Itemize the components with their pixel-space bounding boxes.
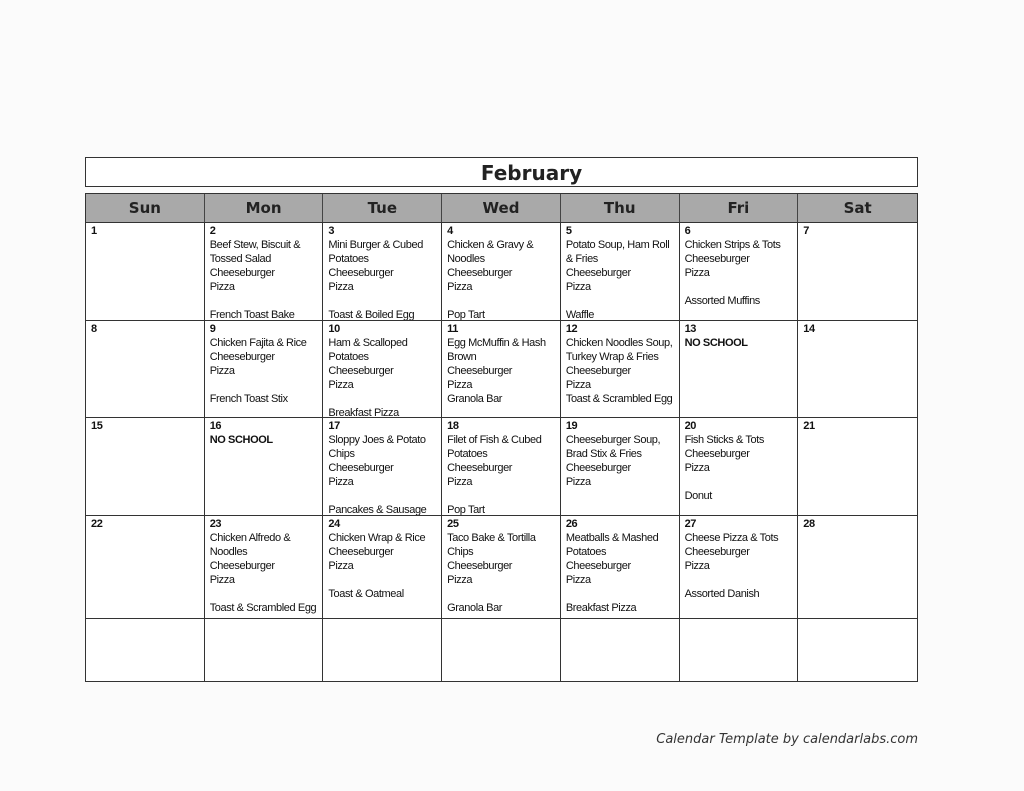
menu-item: Chips [447, 546, 474, 558]
menu-item: Toast & Oatmeal [328, 588, 404, 600]
day-cell [680, 619, 799, 681]
menu-item: Filet of Fish & Cubed [447, 434, 542, 446]
menu-item [328, 489, 436, 503]
day-number: 8 [91, 323, 97, 335]
menu-item: Cheeseburger [447, 560, 513, 572]
day-cell [86, 418, 205, 516]
day-number: 20 [684, 420, 696, 432]
day-cell [442, 223, 561, 321]
menu-item: Pizza [447, 281, 473, 293]
day-cell [561, 321, 680, 418]
calendar-grid [85, 222, 918, 682]
day-cell [442, 516, 561, 619]
menu-item: Pizza [447, 379, 473, 391]
day-cell [323, 516, 442, 619]
day-cell [86, 619, 205, 681]
menu-item [566, 587, 674, 601]
menu-item: Pizza [565, 574, 591, 586]
menu-item: Cheeseburger [565, 267, 631, 279]
menu-item: Assorted Muffins [684, 295, 760, 307]
menu-item: Cheeseburger [209, 351, 275, 363]
menu-item: Pizza [447, 574, 473, 586]
day-cell [205, 619, 324, 681]
menu-item: Cheeseburger [328, 365, 394, 377]
menu-item [328, 573, 436, 587]
day-number: 27 [684, 518, 696, 530]
menu-item: Brad Stix & Fries [565, 448, 642, 460]
menu-item: Pizza [328, 281, 354, 293]
menu-item: Chicken Noodles Soup, [565, 337, 673, 349]
menu-item: Toast & Scrambled Egg [209, 602, 317, 614]
day-cell [680, 516, 799, 619]
menu-item: Granola Bar [447, 602, 503, 614]
menu-item: Pizza [565, 379, 591, 391]
weekday-sat: Sat [798, 194, 917, 222]
day-cell [561, 223, 680, 321]
menu-item: Toast & Boiled Egg [328, 309, 415, 321]
day-number: 10 [328, 323, 340, 335]
menu-item: Beef Stew, Biscuit & [209, 239, 301, 251]
day-cell [680, 418, 799, 516]
menu-item: Potato Soup, Ham Roll [565, 239, 670, 251]
menu-item: Donut [684, 490, 712, 502]
footer-credit: Calendar Template by calendarlabs.com [656, 732, 918, 747]
menu-item: Granola Bar [447, 393, 503, 405]
menu-item: Pizza [684, 462, 710, 474]
menu-item: Cheeseburger [565, 560, 631, 572]
menu-item: French Toast Stix [209, 393, 288, 405]
menu-item: Egg McMuffin & Hash [447, 337, 546, 349]
menu-item: Cheeseburger [565, 365, 631, 377]
day-number: 25 [447, 518, 459, 530]
menu-item [328, 294, 436, 308]
menu-item: Pizza [684, 560, 710, 572]
weekday-header [85, 193, 918, 222]
day-cell [205, 321, 324, 418]
day-number: 5 [565, 225, 572, 237]
day-number: 19 [565, 420, 578, 432]
day-cell [798, 619, 917, 681]
menu-item [685, 280, 793, 294]
day-cell [86, 516, 205, 619]
menu-item: Fish Sticks & Tots [684, 434, 764, 446]
menu-item: Chicken Strips & Tots [684, 239, 781, 251]
day-cell [205, 223, 324, 321]
day-number: 13 [684, 323, 696, 335]
menu-item: Brown [447, 351, 477, 363]
day-cell [798, 418, 917, 516]
menu-item [210, 378, 318, 392]
menu-item: Chicken Alfredo & [209, 532, 291, 544]
menu-item: Tossed Salad [209, 253, 271, 265]
day-cell [798, 321, 917, 418]
day-cell [442, 321, 561, 418]
day-number: 18 [447, 420, 459, 432]
menu-item: Pop Tart [447, 504, 485, 516]
day-number: 23 [209, 518, 222, 530]
menu-item: Cheeseburger [328, 267, 394, 279]
menu-item: French Toast Bake [209, 309, 295, 321]
menu-item: Pizza [328, 379, 354, 391]
weekday-tue: Tue [323, 194, 442, 222]
day-number: 22 [91, 518, 103, 530]
menu-item [447, 587, 555, 601]
day-number: 14 [803, 323, 815, 335]
day-number: 2 [209, 225, 216, 237]
menu-item: Pizza [209, 365, 235, 377]
day-cell [86, 223, 205, 321]
menu-item: Sloppy Joes & Potato [328, 434, 426, 446]
day-cell [442, 418, 561, 516]
menu-item: NO SCHOOL [209, 434, 273, 446]
menu-item: & Fries [565, 253, 598, 265]
menu-item: Breakfast Pizza [328, 407, 399, 418]
day-number: 17 [328, 420, 340, 432]
menu-item: Potatoes [565, 546, 607, 558]
weekday-sun: Sun [86, 194, 205, 222]
menu-item: Chips [328, 448, 355, 460]
menu-item: Ham & Scalloped [328, 337, 408, 349]
menu-item: Mini Burger & Cubed [328, 239, 423, 251]
day-cell [561, 418, 680, 516]
day-number: 28 [803, 518, 815, 530]
day-number: 11 [447, 323, 458, 335]
weekday-fri: Fri [680, 194, 799, 222]
day-number: 16 [209, 420, 222, 432]
menu-item: Meatballs & Mashed [565, 532, 659, 544]
day-number: 3 [328, 225, 335, 237]
day-cell [561, 516, 680, 619]
day-cell [205, 516, 324, 619]
menu-item: Noodles [447, 253, 485, 265]
menu-item: Pancakes & Sausage [328, 504, 427, 516]
menu-item: Taco Bake & Tortilla [447, 532, 536, 544]
day-number: 21 [803, 420, 815, 432]
menu-item: Cheeseburger [209, 560, 275, 572]
menu-item: Chicken Wrap & Rice [328, 532, 426, 544]
day-cell [680, 223, 799, 321]
menu-item: Waffle [565, 309, 595, 321]
menu-item: Pizza [447, 476, 473, 488]
day-number: 12 [565, 323, 578, 335]
day-number: 6 [684, 225, 691, 237]
menu-item: Cheeseburger [565, 462, 631, 474]
menu-item: Cheeseburger Soup, [565, 434, 661, 446]
day-cell [323, 619, 442, 681]
day-cell [798, 223, 917, 321]
menu-item: Pizza [684, 267, 710, 279]
menu-item: Chicken Fajita & Rice [209, 337, 307, 349]
menu-item: Pizza [565, 476, 591, 488]
menu-item: Pizza [565, 281, 591, 293]
month-title: February [85, 157, 918, 187]
menu-item: Assorted Danish [684, 588, 760, 600]
menu-item: Potatoes [447, 448, 488, 460]
menu-item: Pizza [209, 574, 235, 586]
menu-item: Cheeseburger [447, 462, 513, 474]
menu-item: Pizza [328, 476, 354, 488]
menu-item: Cheeseburger [684, 448, 750, 460]
weekday-thu: Thu [561, 194, 680, 222]
menu-item: Pop Tart [447, 309, 485, 321]
weekday-wed: Wed [442, 194, 561, 222]
day-number: 1 [91, 225, 97, 237]
day-cell [323, 223, 442, 321]
menu-item [685, 475, 793, 489]
menu-item: Toast & Scrambled Egg [565, 393, 673, 405]
day-cell [442, 619, 561, 681]
menu-item: Cheeseburger [447, 267, 513, 279]
menu-item: Pizza [328, 560, 354, 572]
menu-item [447, 489, 555, 503]
day-cell [680, 321, 799, 418]
menu-item: Cheeseburger [209, 267, 275, 279]
day-number: 4 [447, 225, 453, 237]
menu-item: Cheese Pizza & Tots [684, 532, 779, 544]
day-number: 7 [803, 225, 809, 237]
day-number: 26 [565, 518, 578, 530]
day-number: 24 [328, 518, 340, 530]
day-cell [798, 516, 917, 619]
menu-item: Potatoes [328, 351, 369, 363]
day-number: 15 [91, 420, 103, 432]
menu-item [566, 294, 674, 308]
menu-item [447, 294, 555, 308]
menu-item: Potatoes [328, 253, 369, 265]
day-number: 9 [209, 323, 216, 335]
menu-item: Cheeseburger [684, 253, 750, 265]
menu-item [210, 587, 318, 601]
menu-item: Cheeseburger [328, 546, 394, 558]
menu-item: Breakfast Pizza [565, 602, 637, 614]
menu-item [328, 392, 436, 406]
day-cell [86, 321, 205, 418]
menu-item [210, 294, 318, 308]
day-cell [561, 619, 680, 681]
weekday-mon: Mon [205, 194, 324, 222]
menu-item: Turkey Wrap & Fries [565, 351, 659, 363]
menu-item: Pizza [209, 281, 235, 293]
day-cell [323, 418, 442, 516]
menu-item: Chicken & Gravy & [447, 239, 534, 251]
menu-item: Cheeseburger [328, 462, 394, 474]
menu-item: Cheeseburger [684, 546, 750, 558]
menu-item: Cheeseburger [447, 365, 513, 377]
day-cell [323, 321, 442, 418]
menu-item [685, 573, 793, 587]
menu-item: Noodles [209, 546, 248, 558]
day-cell [205, 418, 324, 516]
menu-item: NO SCHOOL [684, 337, 748, 349]
calendar [85, 157, 918, 682]
